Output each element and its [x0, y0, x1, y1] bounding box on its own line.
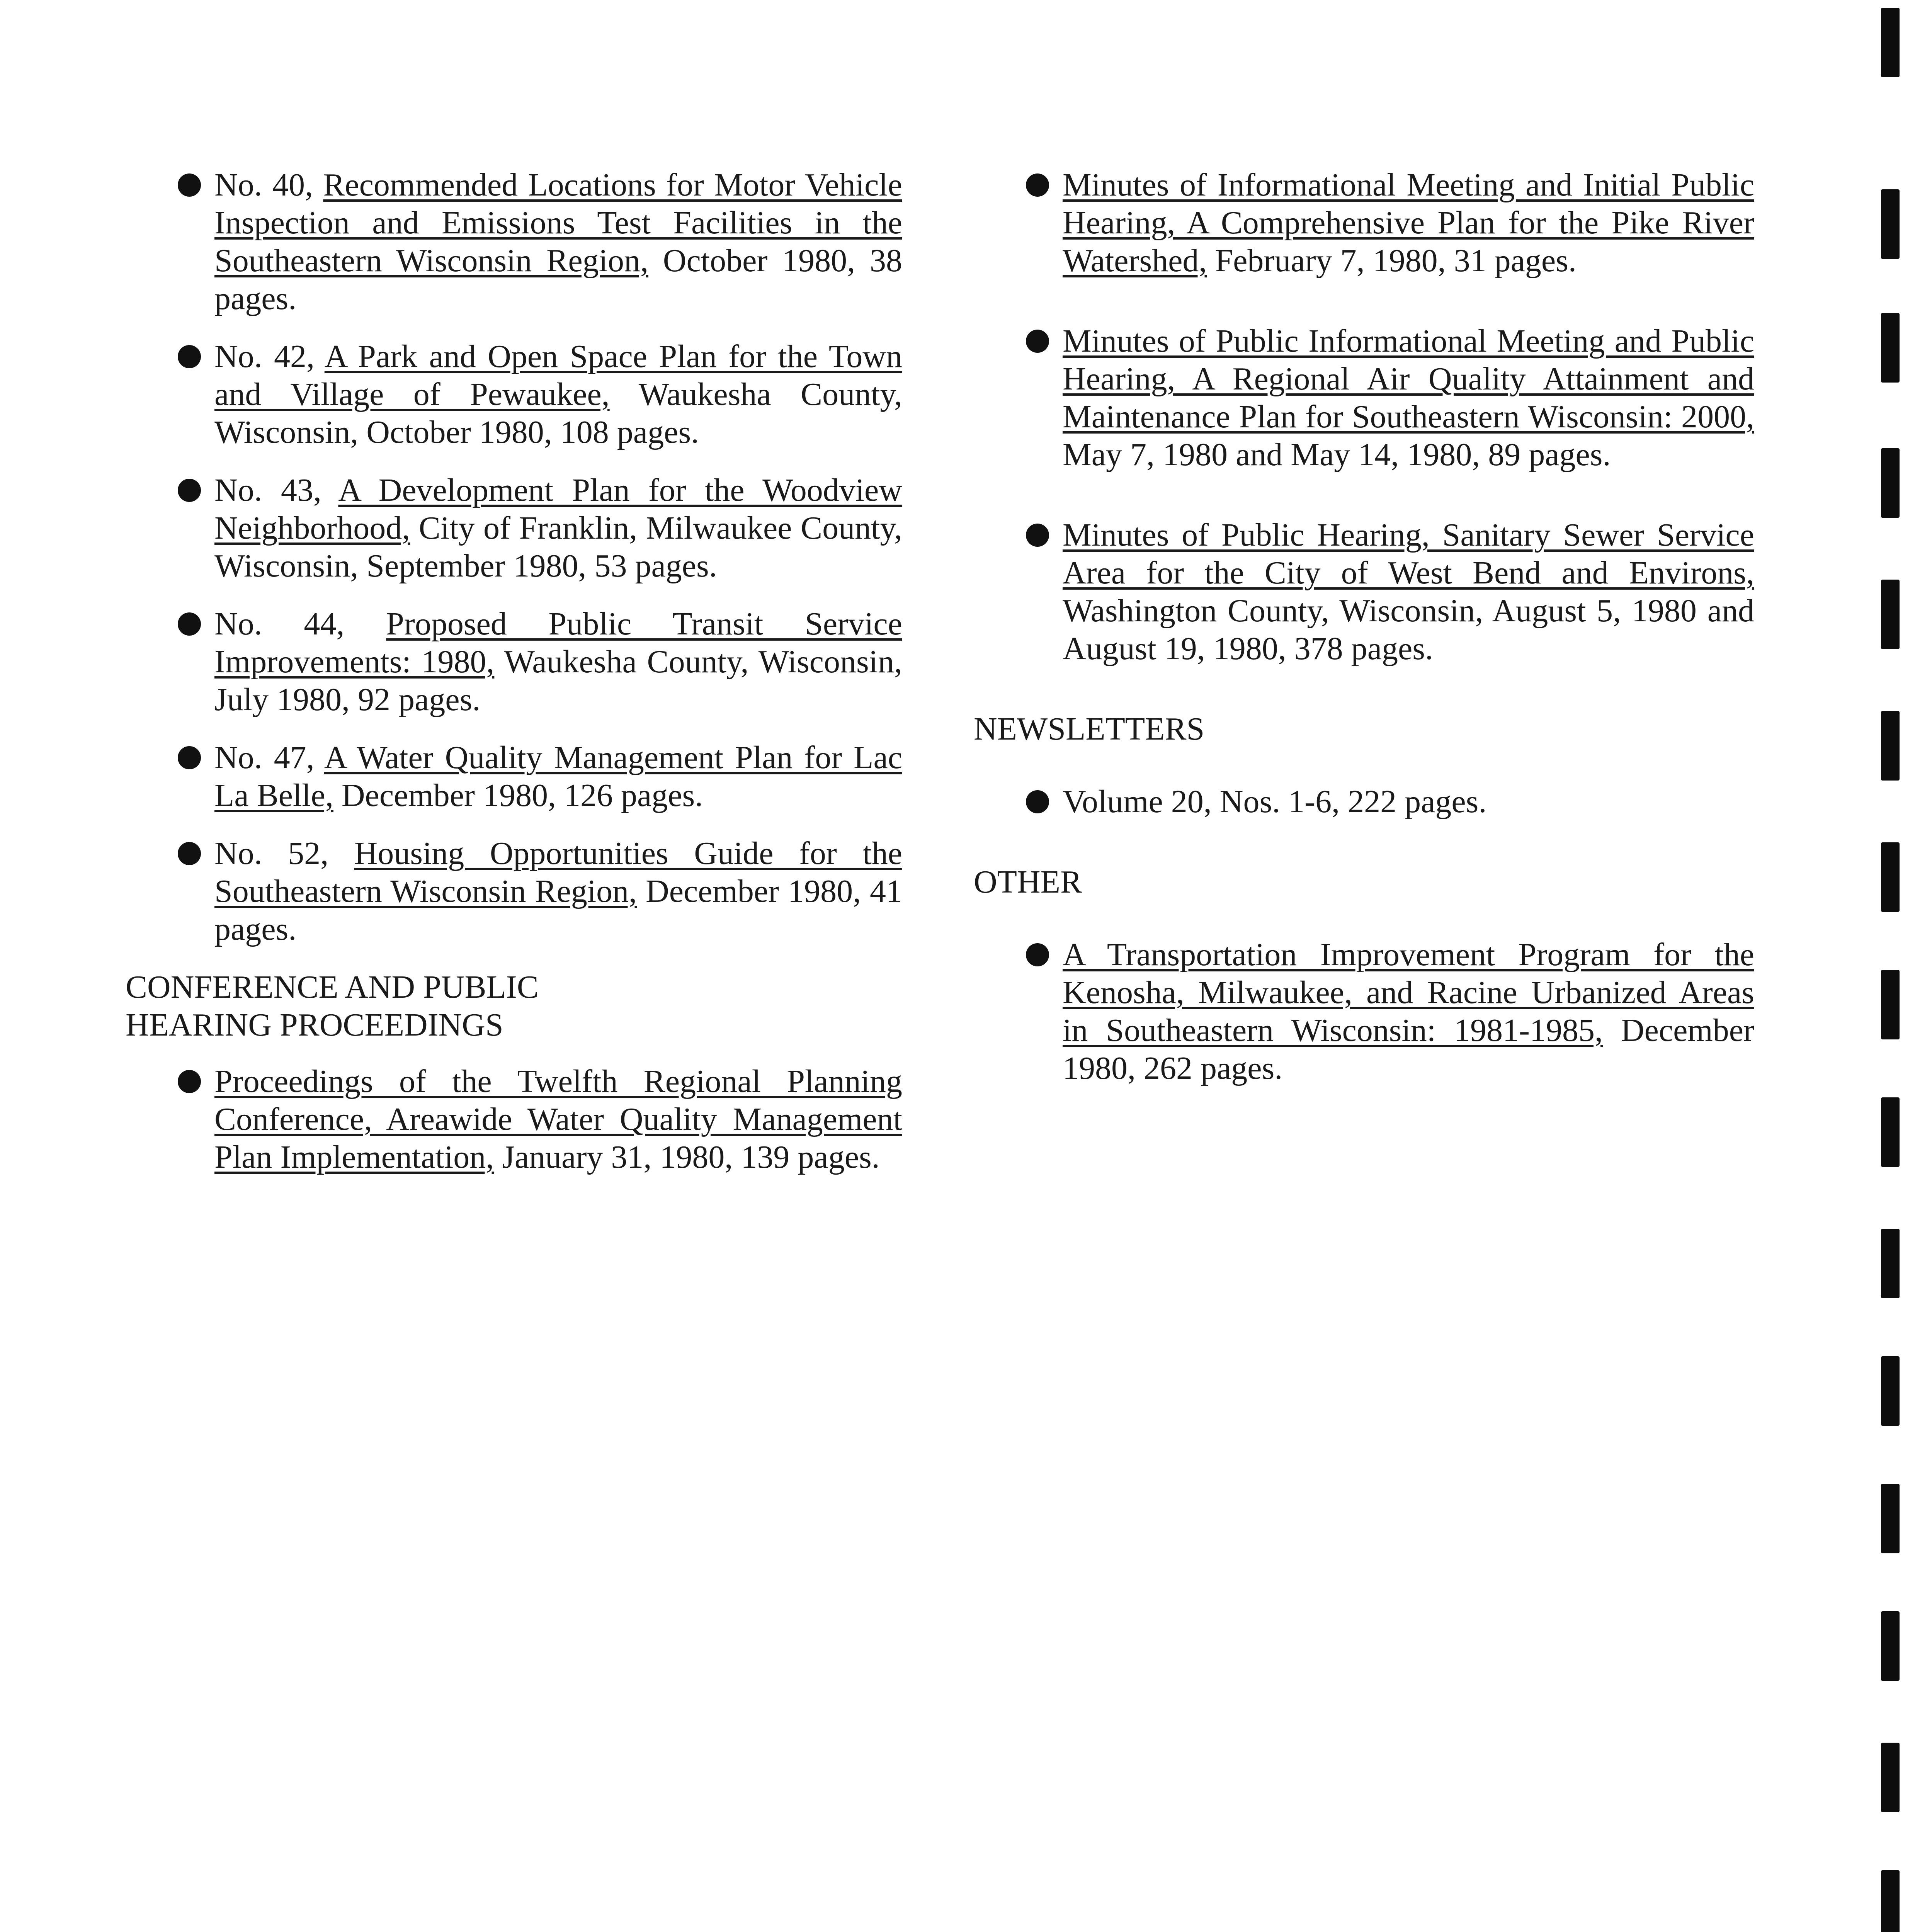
- binding-mark: [1881, 842, 1900, 912]
- entry-number: No. 52,: [214, 835, 354, 871]
- bullet-icon: [1026, 173, 1049, 197]
- binding-mark: [1881, 189, 1900, 259]
- section-heading-conference: CONFERENCE AND PUBLIC HEARING PROCEEDINGS: [126, 969, 539, 1043]
- entry-text: Volume 20, Nos. 1-6, 222 pages.: [1063, 784, 1487, 820]
- entry-details: October 1980, 38 pages.: [214, 243, 903, 316]
- binding-mark: [1881, 448, 1900, 518]
- binding-mark: [1881, 711, 1900, 781]
- bullet-icon: [1026, 790, 1049, 813]
- entry-details: December 1980, 126 pages.: [333, 777, 703, 813]
- publication-list: [126, 166, 902, 948]
- bullet-icon: [178, 345, 201, 368]
- list-item: [974, 322, 1754, 474]
- left-column: [126, 166, 902, 1196]
- entry-details: February 7, 1980, 31 pages.: [1207, 243, 1577, 279]
- binding-mark: [1881, 970, 1900, 1039]
- binding-mark: [1881, 1743, 1900, 1812]
- entry-details: Waukesha County, Wisconsin, July 1980, 92 pages.: [214, 644, 902, 718]
- section-heading-other: OTHER: [974, 864, 1082, 900]
- entry-title: Minutes of Informational Meeting and Initial Public Hearing, A Comprehensive Plan for the Pike River Watershed,: [1063, 167, 1754, 279]
- binding-mark: [1881, 8, 1900, 77]
- bullet-icon: [1026, 330, 1049, 353]
- entry-title: A Transportation Improvement Program for the Kenosha, Milwaukee, and Racine Urbanized Areas in Southeastern Wisconsin: 1981-1985,: [1063, 937, 1754, 1048]
- bullet-icon: [178, 612, 201, 636]
- proceedings-list: [126, 1063, 902, 1176]
- binding-strip: [1881, 0, 1908, 1932]
- entry-details: City of Franklin, Milwaukee County, Wisconsin, September 1980, 53 pages.: [214, 510, 902, 584]
- bullet-icon: [178, 1070, 201, 1093]
- right-column: [974, 166, 1754, 1130]
- list-item: [126, 605, 902, 719]
- section-heading-newsletters: NEWSLETTERS: [974, 711, 1205, 747]
- entry-title: Minutes of Public Informational Meeting and Public Hearing, A Regional Air Quality Attainment and Maintenance Plan for Southeastern Wisconsin: 2000,: [1063, 323, 1754, 435]
- binding-mark: [1881, 1611, 1900, 1681]
- list-item: [974, 166, 1754, 280]
- entry-title: Proposed Public Transit Service Improvements: 1980,: [214, 606, 902, 680]
- entry-title: Proceedings of the Twelfth Regional Planning Conference, Areawide Water Quality Management Plan Implementation,: [214, 1063, 902, 1175]
- bullet-icon: [178, 173, 201, 197]
- entry-number: No. 43,: [214, 472, 338, 508]
- entry-details: Washington County, Wisconsin, August 5, 1980 and August 19, 1980, 378 pages.: [1063, 593, 1754, 667]
- entry-details: December 1980, 41 pages.: [214, 873, 903, 947]
- bullet-icon: [178, 746, 201, 769]
- list-item: [126, 835, 902, 948]
- bullet-icon: [178, 479, 201, 502]
- bullet-icon: [178, 842, 201, 865]
- entry-details: May 7, 1980 and May 14, 1980, 89 pages.: [1063, 437, 1611, 473]
- entry-details: December 1980, 262 pages.: [1063, 1012, 1755, 1086]
- list-item: [974, 516, 1754, 668]
- list-item: [126, 166, 902, 318]
- binding-mark: [1881, 1484, 1900, 1553]
- list-item: [126, 739, 902, 815]
- list-item: [126, 1063, 902, 1176]
- entry-number: No. 42,: [214, 338, 325, 374]
- hearing-minutes-list: [974, 166, 1754, 668]
- entry-number: No. 40,: [214, 167, 323, 203]
- binding-mark: [1881, 1229, 1900, 1298]
- entry-title: A Water Quality Management Plan for Lac La Belle,: [214, 740, 903, 813]
- list-item: [974, 936, 1754, 1087]
- entry-number: No. 47,: [214, 740, 324, 776]
- entry-title: Minutes of Public Hearing, Sanitary Sewer Service Area for the City of West Bend and Environs,: [1063, 517, 1754, 591]
- entry-title: A Park and Open Space Plan for the Town and Village of Pewaukee,: [214, 338, 902, 412]
- entry-number: No. 44,: [214, 606, 386, 642]
- bullet-icon: [1026, 943, 1049, 966]
- bullet-icon: [1026, 524, 1049, 547]
- entry-title: Recommended Locations for Motor Vehicle Inspection and Emissions Test Facilities in the Southeastern Wisconsin Region,: [214, 167, 902, 279]
- list-item: [126, 338, 902, 451]
- binding-mark: [1881, 580, 1900, 649]
- binding-mark: [1881, 1356, 1900, 1426]
- binding-mark: [1881, 1097, 1900, 1167]
- binding-mark: [1881, 313, 1900, 383]
- entry-details: Waukesha County, Wisconsin, October 1980, 108 pages.: [214, 376, 902, 450]
- entry-details: January 31, 1980, 139 pages.: [494, 1139, 880, 1175]
- other-list: [974, 936, 1754, 1087]
- list-item: [126, 471, 902, 585]
- entry-title: Housing Opportunities Guide for the Southeastern Wisconsin Region,: [214, 835, 902, 909]
- entry-title: A Development Plan for the Woodview Neighborhood,: [214, 472, 903, 546]
- list-item: [974, 783, 1754, 821]
- binding-mark: [1881, 1870, 1900, 1932]
